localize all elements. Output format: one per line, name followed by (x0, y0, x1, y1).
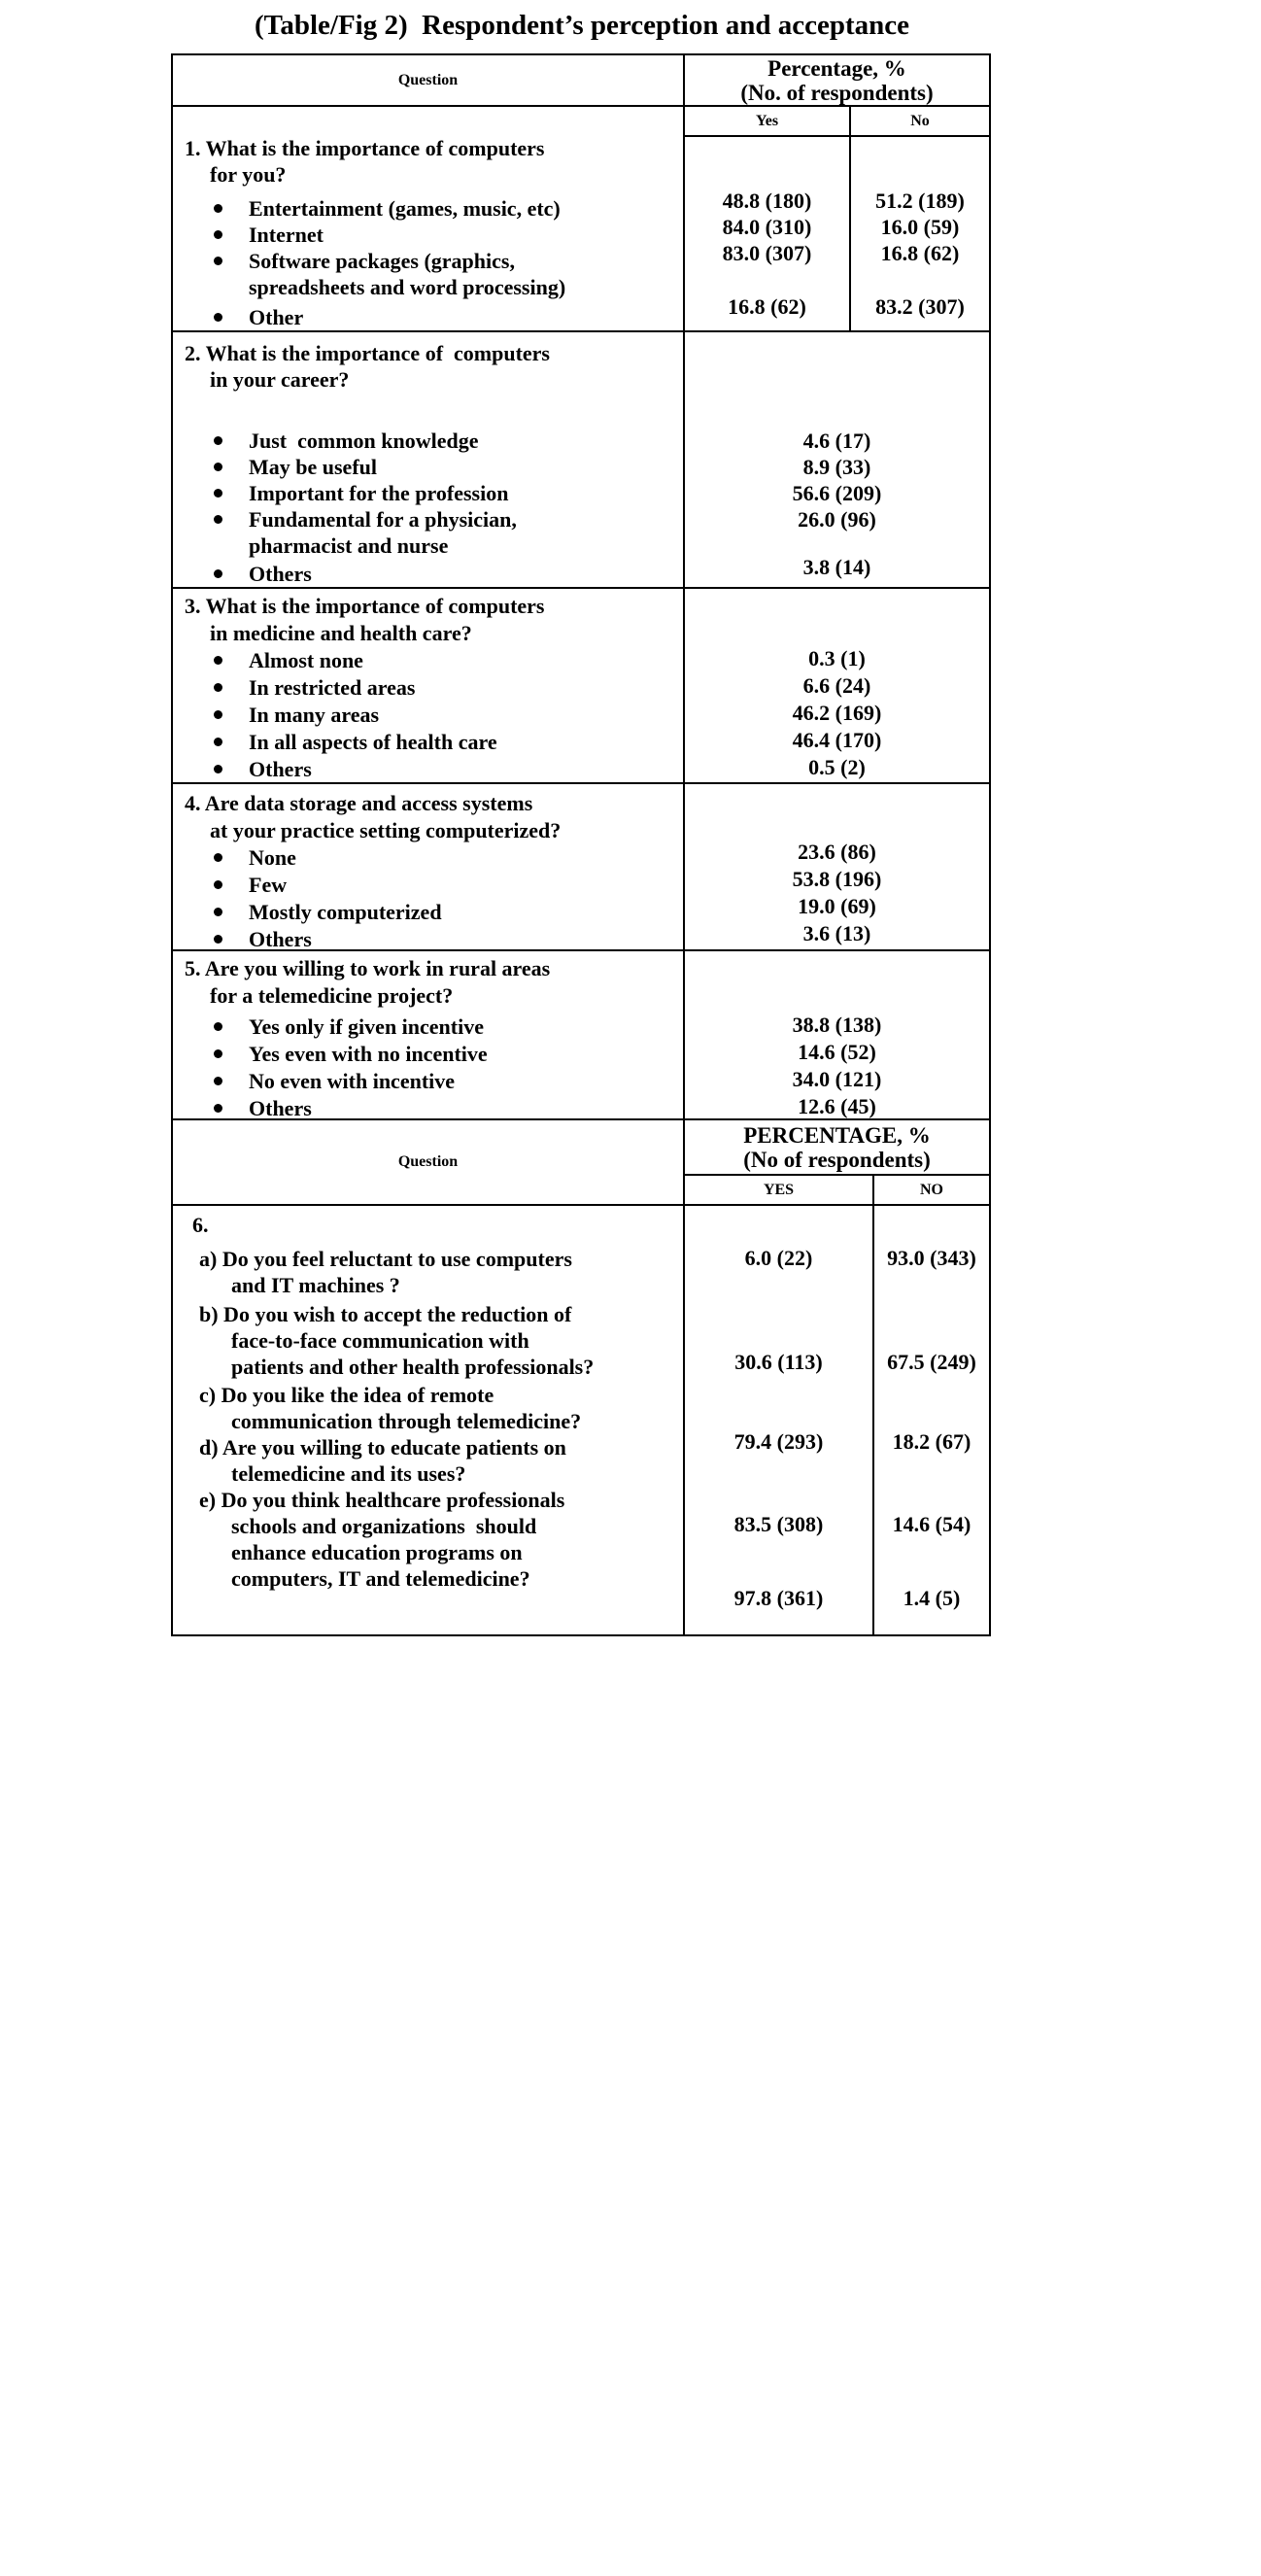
yes-value: 6.0 (22) (744, 1246, 813, 1270)
percentage-column-header-2 (685, 1120, 989, 1204)
no-column-header-2: NO (920, 1181, 943, 1198)
no-column-header: No (910, 112, 930, 129)
no-value: 93.0 (343) (887, 1246, 976, 1270)
merged-value: 46.2 (169) (792, 701, 882, 725)
percentage-header-line: Percentage, % (767, 55, 906, 81)
question-6-line: a) Do you feel reluctant to use computers (199, 1247, 572, 1271)
question-2-line: 2. What is the importance of computers (185, 341, 550, 365)
merged-value: 4.6 (17) (802, 429, 871, 453)
section-6-yes-values (685, 1206, 874, 1634)
question-6-line: b) Do you wish to accept the reduction of (199, 1302, 572, 1326)
yes-value: 16.8 (62) (728, 294, 806, 319)
bullet-item: In restricted areas (173, 674, 683, 702)
bullet-item: Others (173, 1095, 683, 1122)
bullet-item: Software packages (graphics, (173, 248, 683, 274)
no-value: 16.0 (59) (880, 215, 960, 239)
question-6-line: e) Do you think healthcare professionals (199, 1488, 565, 1512)
section-1-question-cell (173, 135, 685, 330)
bullet-item-continuation: pharmacist and nurse (249, 533, 449, 558)
merged-value: 26.0 (96) (798, 507, 876, 532)
yes-value: 84.0 (310) (722, 215, 812, 239)
question-5-line: for a telemedicine project? (210, 983, 454, 1008)
yes-value: 83.5 (308) (733, 1512, 824, 1536)
merged-value: 34.0 (121) (792, 1067, 882, 1091)
question-6-line: d) Are you willing to educate patients on (199, 1435, 566, 1460)
bullet-item: Yes only if given incentive (173, 1013, 683, 1041)
bullet-item: Just common knowledge (173, 428, 683, 454)
section-2-question-cell (173, 332, 685, 587)
section-5-question-cell (173, 951, 685, 1118)
bullet-item: Almost none (173, 647, 683, 674)
percentage-header-line: (No of respondents) (743, 1147, 931, 1172)
question-4-line: 4. Are data storage and access systems (185, 791, 533, 815)
merged-value: 56.6 (209) (792, 481, 882, 505)
question-6-line: enhance education programs on (231, 1540, 523, 1564)
section-6-row (173, 1204, 989, 1634)
question-6-line: patients and other health professionals? (231, 1355, 595, 1379)
yes-no-header-row-2 (685, 1174, 989, 1204)
bullet-item: No even with incentive (173, 1068, 683, 1095)
bullet-item-continuation: spreadsheets and word processing) (249, 275, 566, 299)
no-value: 67.5 (249) (887, 1350, 976, 1374)
yes-value: 97.8 (361) (733, 1586, 824, 1610)
merged-value: 53.8 (196) (792, 867, 882, 891)
bullet-item: Entertainment (games, music, etc) (173, 195, 683, 222)
section-5-values (685, 951, 989, 1118)
bullet-item: Internet (173, 222, 683, 248)
bullet-item: Mostly computerized (173, 899, 683, 926)
question-3-line: 3. What is the importance of computers (185, 594, 545, 618)
no-value: 83.2 (307) (875, 294, 965, 319)
percentage-column-header (685, 55, 989, 105)
header-row-bottom (173, 1118, 989, 1204)
percentage-header-line: PERCENTAGE, % (743, 1122, 931, 1148)
question-6-line: c) Do you like the idea of remote (199, 1383, 494, 1407)
section-3-row (173, 587, 989, 782)
table-title: (Table/Fig 2) Respondent’s perception and acceptance (255, 10, 909, 41)
no-value: 51.2 (189) (875, 189, 965, 213)
bullet-item: In many areas (173, 702, 683, 729)
yes-no-header-row (173, 105, 989, 135)
section-4-question-cell (173, 784, 685, 949)
question-1-line: for you? (210, 162, 287, 187)
section-3-question-cell (173, 589, 685, 782)
section-1-no-values (851, 135, 989, 330)
yes-value: 83.0 (307) (722, 241, 812, 265)
header-row-top (173, 55, 989, 105)
question-3-line: in medicine and health care? (210, 621, 472, 645)
bullet-item: Other (173, 304, 683, 330)
section-6-question-cell (173, 1206, 685, 1634)
question-4-line: at your practice setting computerized? (210, 818, 562, 842)
question-6-line: computers, IT and telemedicine? (231, 1566, 530, 1591)
bullet-item: In all aspects of health care (173, 729, 683, 756)
bullet-item: Fundamental for a physician, (173, 506, 683, 532)
section-1-yes-values (685, 135, 851, 330)
merged-value: 3.6 (13) (802, 921, 871, 945)
percentage-header-2 (685, 1120, 989, 1174)
question-6-line: face-to-face communication with (231, 1328, 529, 1353)
question-column-header: Question (173, 55, 685, 105)
question-6-line: and IT machines ? (231, 1273, 400, 1297)
section-2-row (173, 330, 989, 587)
no-value: 18.2 (67) (892, 1429, 971, 1454)
bullet-item: Yes even with no incentive (173, 1041, 683, 1068)
merged-value: 3.8 (14) (802, 555, 871, 579)
question-2-line: in your career? (210, 367, 350, 392)
yes-value: 30.6 (113) (734, 1350, 823, 1374)
bullet-item: Others (173, 561, 683, 587)
section-4-values (685, 784, 989, 949)
section-5-row (173, 949, 989, 1118)
merged-value: 46.4 (170) (792, 728, 882, 752)
section-2-values (685, 332, 989, 587)
bullet-item: Important for the profession (173, 480, 683, 506)
section-3-values (685, 589, 989, 782)
yes-value: 48.8 (180) (722, 189, 812, 213)
bullet-item: None (173, 844, 683, 872)
no-value: 16.8 (62) (880, 241, 960, 265)
question-5-line: 5. Are you willing to work in rural areas (185, 956, 551, 980)
yes-column-header: Yes (685, 107, 851, 135)
question-column-header-2: Question (173, 1120, 685, 1204)
bullet-item: May be useful (173, 454, 683, 480)
merged-value: 6.6 (24) (802, 673, 871, 698)
no-value: 1.4 (5) (903, 1586, 961, 1610)
question-6-line: schools and organizations should (231, 1514, 537, 1538)
bullet-item: Others (173, 926, 683, 953)
percentage-header-line: (No. of respondents) (740, 80, 934, 105)
section-1-row (173, 135, 989, 330)
merged-value: 8.9 (33) (802, 455, 871, 479)
merged-value: 23.6 (86) (798, 840, 876, 864)
merged-value: 14.6 (52) (798, 1040, 876, 1064)
yes-column-header-2: YES (685, 1176, 874, 1204)
question-6-line: communication through telemedicine? (231, 1409, 582, 1433)
bullet-item: Others (173, 756, 683, 783)
empty-cell (173, 107, 685, 135)
merged-value: 0.5 (2) (808, 755, 866, 779)
survey-table (171, 53, 991, 1636)
yes-value: 79.4 (293) (733, 1429, 824, 1454)
section-4-row (173, 782, 989, 949)
merged-value: 12.6 (45) (798, 1094, 876, 1118)
question-6-line: telemedicine and its uses? (231, 1461, 466, 1486)
merged-value: 0.3 (1) (808, 646, 866, 670)
section-6-no-values (874, 1206, 989, 1634)
bullet-item: Few (173, 872, 683, 899)
question-6-number: 6. (192, 1213, 209, 1237)
question-1-line: 1. What is the importance of computers (185, 136, 545, 160)
no-value: 14.6 (54) (892, 1512, 971, 1536)
merged-value: 38.8 (138) (792, 1013, 882, 1037)
merged-value: 19.0 (69) (798, 894, 876, 918)
